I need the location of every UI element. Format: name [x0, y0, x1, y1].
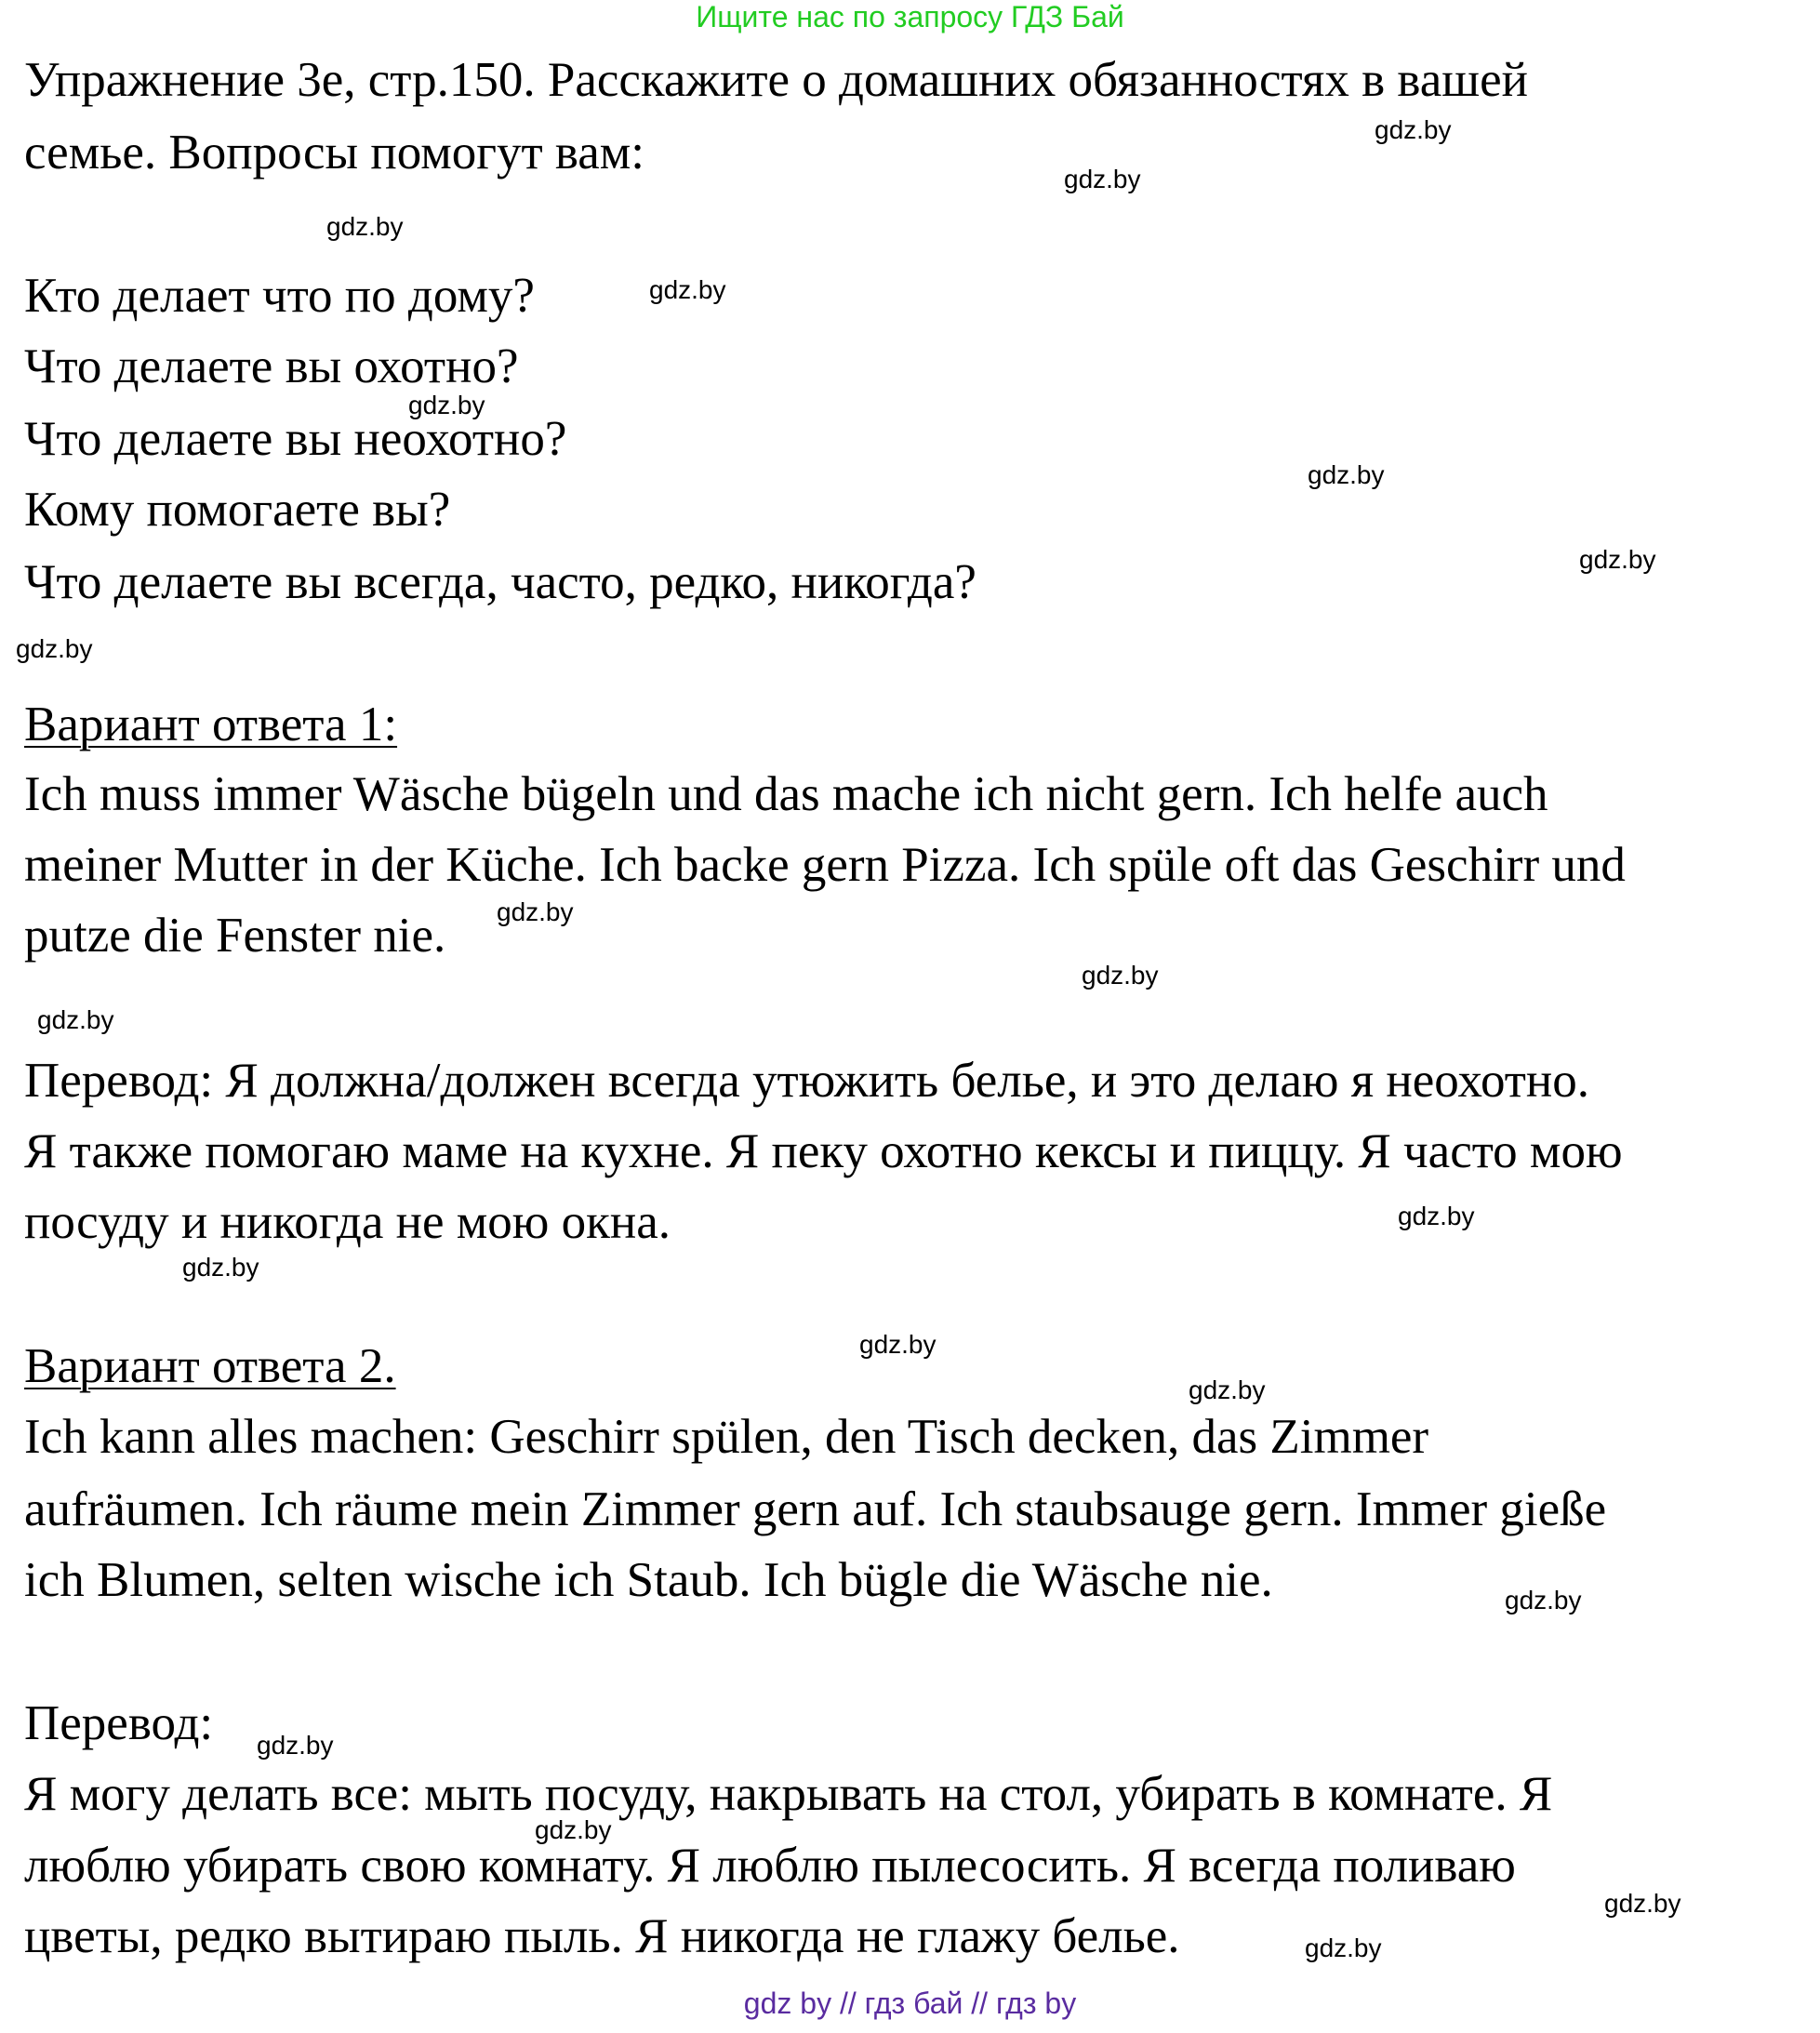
variant-2-german-line: ich Blumen, selten wische ich Staub. Ich bügle die Wäsche nie.	[24, 1553, 1273, 1607]
watermark: gdz.by	[408, 391, 485, 419]
search-banner: Ищите нас по запросу ГДЗ Бай	[696, 0, 1124, 33]
task-title-line: Упражнение 3е, стр.150. Расскажите о домашних обязанностях в вашей	[24, 53, 1528, 107]
watermark: gdz.by	[182, 1253, 259, 1282]
task-title-line: семье. Вопросы помогут вам:	[24, 126, 645, 179]
watermark: gdz.by	[649, 275, 726, 304]
question-line: Кто делает что по дому?	[24, 269, 535, 323]
watermark: gdz.by	[1064, 165, 1141, 193]
variant-1-german-line: meiner Mutter in der Küche. Ich backe gern Pizza. Ich spüle oft das Geschirr und	[24, 838, 1626, 892]
watermark: gdz.by	[1579, 545, 1656, 574]
footer-links[interactable]: gdz by // гдз бай // гдз by	[743, 1986, 1077, 2020]
variant-1-german-line: Ich muss immer Wäsche bügeln und das mache ich nicht gern. Ich helfe auch	[24, 767, 1548, 821]
watermark: gdz.by	[1398, 1202, 1475, 1230]
watermark: gdz.by	[535, 1815, 612, 1844]
question-line: Что делаете вы охотно?	[24, 339, 519, 393]
watermark: gdz.by	[16, 634, 93, 663]
variant-1-heading: Вариант ответа 1:	[24, 698, 398, 751]
watermark: gdz.by	[1305, 1933, 1382, 1962]
watermark: gdz.by	[1505, 1586, 1582, 1614]
question-line: Что делаете вы неохотно?	[24, 412, 567, 466]
question-line: Кому помогаете вы?	[24, 483, 451, 537]
watermark: gdz.by	[37, 1005, 114, 1034]
variant-1-translation-line: Перевод: Я должна/должен всегда утюжить белье, и это делаю я неохотно.	[24, 1054, 1590, 1108]
variant-2-translation-line: Я могу делать все: мыть посуду, накрывать на стол, убирать в комнате. Я	[24, 1767, 1553, 1821]
variant-2-translation-label: Перевод:	[24, 1696, 214, 1750]
variant-2-german-line: aufräumen. Ich räume mein Zimmer gern auf. Ich staubsauge gern. Immer gieße	[24, 1482, 1607, 1536]
watermark: gdz.by	[497, 897, 574, 926]
variant-1-translation-line: Я также помогаю маме на кухне. Я пеку охотно кексы и пиццу. Я часто мою	[24, 1124, 1623, 1178]
watermark: gdz.by	[326, 212, 404, 241]
question-line: Что делаете вы всегда, часто, редко, никогда?	[24, 555, 976, 609]
watermark: gdz.by	[1308, 460, 1385, 489]
watermark: gdz.by	[1189, 1375, 1266, 1404]
watermark: gdz.by	[859, 1330, 937, 1359]
watermark: gdz.by	[257, 1731, 334, 1760]
watermark: gdz.by	[1604, 1889, 1681, 1918]
watermark: gdz.by	[1375, 115, 1452, 144]
variant-2-translation-line: люблю убирать свою комнату. Я люблю пылесосить. Я всегда поливаю	[24, 1839, 1516, 1893]
variant-2-german-line: Ich kann alles machen: Geschirr spülen, den Tisch decken, das Zimmer	[24, 1410, 1429, 1464]
variant-1-german-line: putze die Fenster nie.	[24, 909, 446, 963]
variant-2-translation-line: цветы, редко вытираю пыль. Я никогда не глажу белье.	[24, 1909, 1180, 1963]
watermark: gdz.by	[1082, 961, 1159, 990]
variant-2-heading: Вариант ответа 2.	[24, 1339, 396, 1393]
variant-1-translation-line: посуду и никогда не мою окна.	[24, 1195, 671, 1249]
